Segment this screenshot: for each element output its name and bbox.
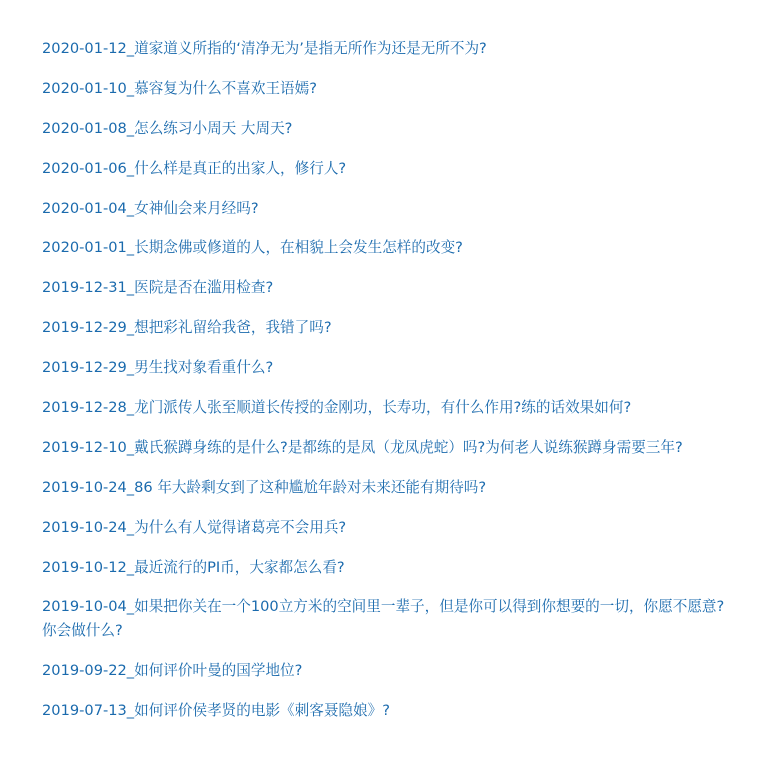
list-item	[42, 236, 732, 260]
article-link[interactable]: 2019-12-28_龙门派传人张至顺道长传授的金刚功，长寿功，有什么作用?练的话效果如何?	[42, 399, 632, 417]
article-link[interactable]: 2019-09-22_如何评价叶曼的国学地位?	[42, 661, 303, 679]
article-link[interactable]: 2019-10-12_最近流行的PI币，大家都怎么看?	[42, 558, 345, 576]
article-link[interactable]: 2020-01-06_什么样是真正的出家人，修行人?	[42, 159, 347, 177]
list-item	[42, 356, 732, 380]
article-link[interactable]: 2020-01-10_慕容复为什么不喜欢王语嫣?	[42, 79, 317, 97]
list-item	[42, 157, 732, 181]
article-link[interactable]: 2019-07-13_如何评价侯孝贤的电影《刺客聂隐娘》?	[42, 701, 390, 719]
article-link[interactable]: 2019-10-24_为什么有人觉得诸葛亮不会用兵?	[42, 518, 347, 536]
list-item	[42, 699, 732, 723]
article-link[interactable]: 2020-01-01_长期念佛或修道的人，在相貌上会发生怎样的改变?	[42, 239, 463, 257]
article-link[interactable]: 2020-01-04_女神仙会来月经吗?	[42, 199, 259, 217]
article-link[interactable]: 2019-12-29_想把彩礼留给我爸，我错了吗?	[42, 319, 332, 337]
list-item	[42, 659, 732, 683]
list-item	[42, 117, 732, 141]
list-item	[42, 276, 732, 300]
list-item	[42, 316, 732, 340]
article-link[interactable]: 2020-01-12_道家道义所指的‘清净无为’是指无所作为还是无所不为?	[42, 40, 487, 57]
list-item	[42, 595, 732, 642]
list-item	[42, 396, 732, 420]
list-item	[42, 37, 732, 61]
article-link[interactable]: 2019-10-04_如果把你关在一个100立方米的空间里一辈子，但是你可以得到你想要的一切，你愿不愿意?你会做什么?	[42, 598, 725, 640]
article-link[interactable]: 2019-12-10_戴氏猴蹲身练的是什么?是都练的是凤（龙凤虎蛇）吗?为何老人说练猴蹲身需要三年?	[42, 438, 683, 456]
article-link[interactable]: 2019-12-31_医院是否在滥用检查?	[42, 279, 274, 297]
article-link[interactable]: 2019-10-24_86 年大龄剩女到了这种尴尬年龄对未来还能有期待吗?	[42, 478, 487, 496]
list-item	[42, 476, 732, 500]
list-item	[42, 556, 732, 580]
list-item	[42, 197, 732, 221]
article-link[interactable]: 2019-12-29_男生找对象看重什么?	[42, 359, 274, 377]
article-link-list	[42, 37, 732, 739]
article-link[interactable]: 2020-01-08_怎么练习小周天 大周天?	[42, 119, 293, 137]
list-item	[42, 77, 732, 101]
list-item	[42, 436, 732, 460]
list-item	[42, 516, 732, 540]
